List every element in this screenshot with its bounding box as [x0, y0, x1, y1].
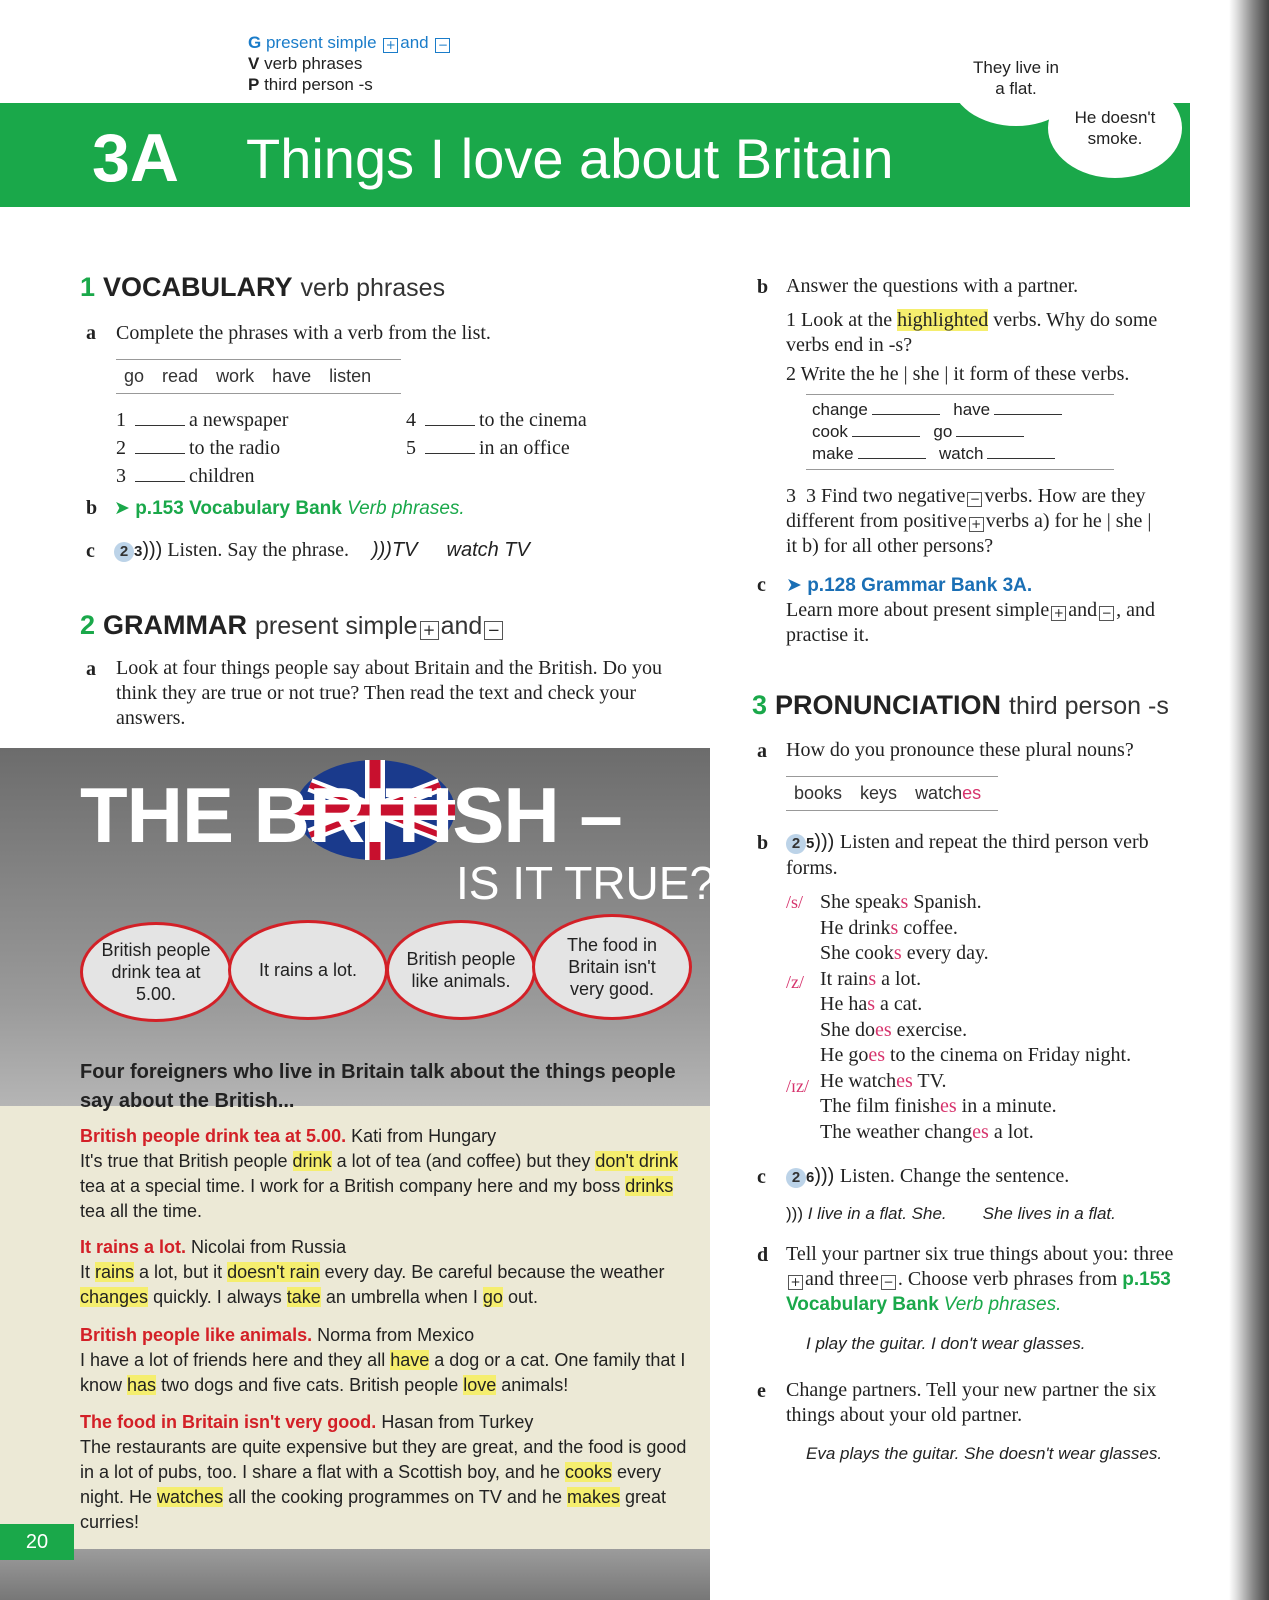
- verb-table: change have cook go make watch: [806, 394, 1114, 470]
- ipa-iz: /ɪz/: [786, 1076, 809, 1096]
- word-list: go read work have listen: [116, 359, 401, 394]
- audio-icon: ))): [786, 1204, 808, 1223]
- item-letter-3d: d: [757, 1244, 769, 1266]
- grammar-bank-text: Learn more about present simple + and − , and practise it.: [786, 599, 1156, 646]
- plural-nouns: books keys watches: [786, 776, 998, 811]
- audio-track-icon[interactable]: 2: [114, 542, 134, 562]
- item-letter-b: b: [86, 497, 98, 519]
- instruction-3c: 2 6))) Listen. Change the sentence.: [786, 1164, 1069, 1190]
- item-letter-c: c: [86, 540, 95, 562]
- ipa-s: /s/: [786, 892, 804, 912]
- audio-track-icon[interactable]: 2: [786, 1168, 806, 1188]
- ipa-z: /z/: [786, 972, 804, 992]
- goal-and: and: [400, 33, 429, 52]
- page-number: 20: [0, 1524, 74, 1560]
- example-3e: Eva plays the guitar. She doesn't wear glasses.: [806, 1444, 1163, 1463]
- grammar-bank-link[interactable]: ➤ p.128 Grammar Bank 3A.: [786, 575, 1033, 596]
- instruction-1a: Complete the phrases with a verb from the list.: [116, 322, 491, 344]
- article-paragraph-1: British people drink tea at 5.00. Kati from Hungary It's true that British people drink a lot of tea (and coffee) but they don't drink tea at a special time. I work for a British company here and my boss drinks tea all the time.: [80, 1126, 678, 1221]
- exercise-list-right: 4 to the cinema 5 in an office: [406, 409, 587, 459]
- unit-goals: G present simple + and − V verb phrases P third person -s: [248, 32, 452, 95]
- example-3d: I play the guitar. I don't wear glasses.: [806, 1334, 1086, 1353]
- exercise-list-left: 1 a newspaper 2 to the radio 3 children: [116, 409, 289, 487]
- article-subtitle: IS IT TRUE?: [456, 857, 716, 909]
- item-letter-3c: c: [757, 1166, 766, 1188]
- unit-number: 3A: [92, 120, 179, 196]
- claim-bubble-3: British people like animals.: [386, 920, 536, 1020]
- article-paragraph-2: It rains a lot. Nicolai from Russia It rains a lot, but it doesn't rain every day. Be careful because the weather changes quickly. I always take an umbrella when I go out.: [80, 1237, 665, 1307]
- page-title: Things I love about Britain: [246, 127, 894, 190]
- item-letter-right-c: c: [757, 574, 766, 596]
- example-3c: ))) I live in a flat. She. She lives in a flat.: [786, 1204, 1116, 1223]
- claim-bubble-1: British people drink tea at 5.00.: [80, 922, 232, 1022]
- goal-p-label: P: [248, 75, 260, 94]
- claim-bubble-4: The food in Britain isn't very good.: [532, 914, 692, 1020]
- item-letter-2a: a: [86, 658, 96, 680]
- item-letter-right-b: b: [757, 276, 769, 298]
- goal-g-label: G: [248, 33, 262, 52]
- item-letter-a: a: [86, 322, 96, 344]
- item-letter-3a: a: [757, 740, 767, 762]
- question-1: 1 Look at the highlighted verbs. Why do some verbs end in -s?: [786, 309, 1158, 356]
- instruction-3e: Change partners. Tell your new partner the six things about your old partner.: [786, 1379, 1157, 1426]
- goal-v-text: verb phrases: [264, 54, 363, 73]
- listen-exercise-1c: 2 3))) Listen. Say the phrase. )))TV watch TV: [114, 538, 530, 564]
- question-3: 3 3 Find two negative − verbs. How are they different from positive + verbs a) for he | she | it b) for all other persons?: [786, 485, 1152, 557]
- goal-p-text: third person -s: [264, 75, 373, 94]
- page-edge: [1229, 0, 1269, 1600]
- speech-bubble-2: He doesn't smoke.: [1048, 78, 1182, 178]
- item-letter-3e: e: [757, 1380, 766, 1402]
- vocab-bank-link[interactable]: ➤ p.153 Vocabulary Bank Verb phrases.: [114, 498, 465, 519]
- item-letter-3b: b: [757, 832, 769, 854]
- pronunciation-sentences: She speaks Spanish. He drinks coffee. She cooks every day. It rains a lot. He has a cat. She does exercise. He goes to the cinema on Friday night. He watches TV. The film finishes in a minute. The weather changes a lot.: [820, 891, 1132, 1143]
- audio-track-icon[interactable]: 2: [786, 834, 806, 854]
- section-2-heading: 2 GRAMMAR present simple + and −: [80, 610, 505, 641]
- audio-icon: ))): [371, 539, 392, 561]
- instruction-3d: Tell your partner six true things about you: three+ and three − . Choose verb phrases from p.153 Vocabulary Bank Verb phrases.: [786, 1243, 1174, 1315]
- article-title: THE BRITISH –: [80, 771, 622, 859]
- claim-bubble-2: It rains a lot.: [228, 920, 388, 1020]
- instruction-right-b: Answer the questions with a partner.: [786, 275, 1079, 297]
- goal-v-label: V: [248, 54, 260, 73]
- instruction-3a: How do you pronounce these plural nouns?: [786, 739, 1134, 761]
- section-1-heading: 1 VOCABULARY verb phrases: [80, 272, 446, 302]
- article-paragraph-3: British people like animals. Norma from Mexico I have a lot of friends here and they all have a dog or a cat. One family that I know has two dogs and five cats. British people love animals!: [80, 1325, 686, 1395]
- goal-g-text: present simple: [265, 33, 377, 52]
- speech-bubble-1: They live in a flat.: [950, 30, 1082, 126]
- article-paragraph-4: The food in Britain isn't very good. Hasan from Turkey The restaurants are quite expensive but they are great, and the food is good in a lot of pubs, too. I share a flat with a Scottish boy, and he cooks every night. He watches all the cooking programmes on TV and he makes great curries!: [80, 1412, 687, 1532]
- instruction-2a: Look at four things people say about Britain and the British. Do you think they are true or not true? Then read the text and check your answers.: [116, 657, 663, 729]
- question-2: 2 Write the he | she | it form of these verbs.: [786, 363, 1130, 385]
- article-intro: Four foreigners who live in Britain talk about the things people say about the British...: [80, 1061, 676, 1112]
- instruction-3b: 2 5))) Listen and repeat the third person verb forms.: [786, 831, 1149, 879]
- section-3-heading: 3 PRONUNCIATION third person -s: [752, 690, 1169, 720]
